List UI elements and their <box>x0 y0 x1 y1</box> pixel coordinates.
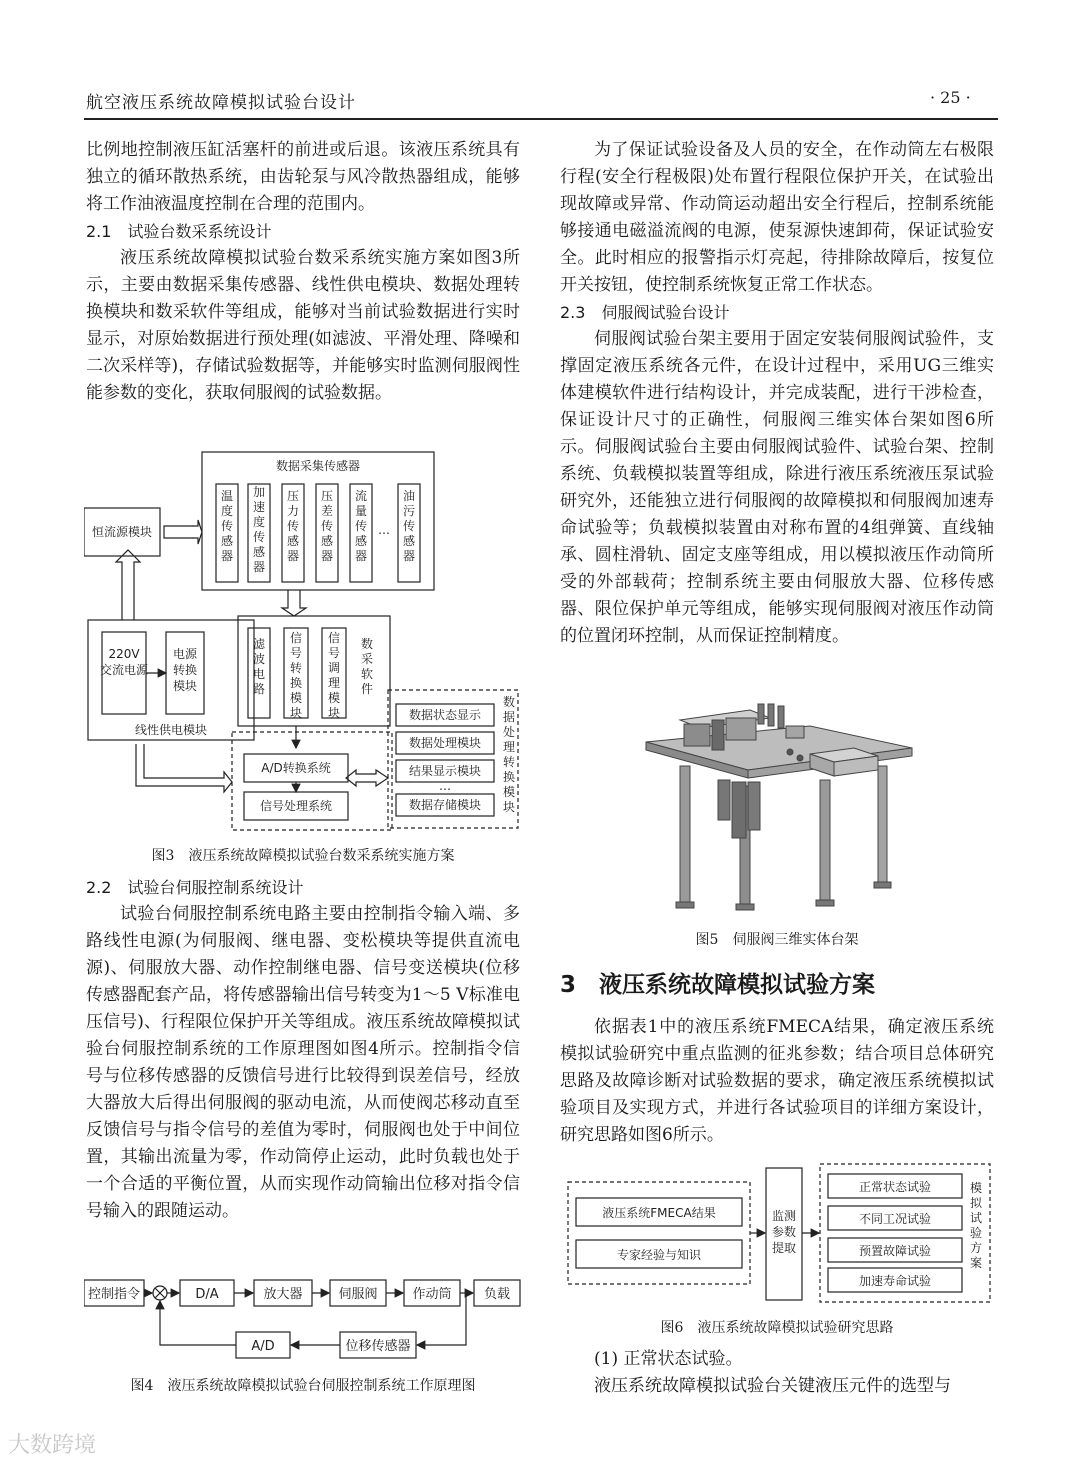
fig6-test-1: 不同工况试验 <box>858 1212 932 1226</box>
paragraph: 依据表1中的液压系统FMECA结果，确定液压系统模拟试验研究中重点监测的征兆参数；结合项目总体研究思路及故障诊断对试验数据的要求，确定液压系统模拟试验项目及实现方式，并进行各试验项目的详细方案设计，研究思路如图6所示。 <box>560 1017 994 1145</box>
figure-5-caption: 图5 伺服阀三维实体台架 <box>695 932 859 948</box>
fig4-actuator: 作动筒 <box>412 1287 452 1302</box>
fig3-sensor-diffpressure: 压差传感器 <box>320 489 334 563</box>
fig3-sensor-temp: 温度传感器 <box>220 489 234 563</box>
figure-4-diagram <box>84 1272 524 1368</box>
fig6-monitor: 监测参数提取 <box>771 1209 797 1255</box>
section-heading-2-1: 2.1 试验台数采系统设计 <box>86 222 272 241</box>
fig3-daq-software: 数采软件 <box>360 637 374 696</box>
figure-5-test-bench-image <box>640 696 916 916</box>
fig3-ad: A/D转换系统 <box>261 761 331 775</box>
fig3-signal-processing: 信号处理系统 <box>259 799 333 813</box>
left-column-lower <box>86 874 520 1225</box>
fig3-power-convert: 电源转换模块 <box>172 647 198 693</box>
fig3-sensor-pressure: 压力传感器 <box>286 489 300 563</box>
fig6-test-3: 加速寿命试验 <box>858 1274 932 1288</box>
list-item: (1) 正常状态试验。 <box>594 1349 743 1369</box>
fig4-da: D/A <box>195 1287 219 1302</box>
fig3-module-0: 数据状态显示 <box>408 708 482 722</box>
fig6-scheme: 模拟试验方案 <box>969 1181 983 1270</box>
fig3-linear-power: 线性供电模块 <box>134 723 208 737</box>
right-column-lower <box>560 1014 994 1149</box>
fig6-fmeca: 液压系统FMECA结果 <box>602 1206 716 1220</box>
right-column <box>560 137 994 650</box>
fig4-load: 负载 <box>483 1287 511 1302</box>
left-column <box>86 137 520 407</box>
fig3-sensor-ellipsis: … <box>378 523 390 537</box>
paragraph: 液压系统故障模拟试验台关键液压元件的选型与 <box>594 1376 951 1396</box>
section-heading-3: 3 液压系统故障模拟试验方案 <box>560 972 876 998</box>
figure-3-caption: 图3 液压系统故障模拟试验台数采系统实施方案 <box>151 848 455 864</box>
fig3-filter: 滤波电路 <box>252 637 266 696</box>
paragraph: 比例地控制液压缸活塞杆的前进或后退。该液压系统具有独立的循环散热系统，由齿轮泵与风冷散热器组成，能够将工作油液温度控制在合理的范围内。 <box>86 140 520 214</box>
fig6-test-0: 正常状态试验 <box>858 1180 932 1194</box>
fig3-signal-condition: 信号调理模块 <box>327 631 341 720</box>
fig6-test-2: 预置故障试验 <box>858 1244 932 1258</box>
section-heading-2-3: 2.3 伺服阀试验台设计 <box>560 303 730 322</box>
paragraph: 为了保证试验设备及人员的安全，在作动筒左右极限行程(安全行程极限)处布置行程限位保护开关，在试验出现故障或异常、作动筒运动超出安全行程后，控制系统能够接通电磁溢流阀的电源，使泵源快速卸荷，保证试验安全。此时相应的报警指示灯亮起，待排除故障后，按复位开关按钮，使控制系统恢复正常工作状态。 <box>560 140 994 295</box>
fig4-command: 控制指令 <box>87 1287 141 1302</box>
figure-3-diagram <box>84 448 524 838</box>
fig3-ac220: 220V 交流电源 <box>99 647 149 677</box>
fig3-module-2: 结果显示模块 <box>408 764 482 778</box>
figure-6-diagram <box>566 1162 994 1306</box>
figure-4-caption: 图4 液压系统故障模拟试验台伺服控制系统工作原理图 <box>130 1378 476 1394</box>
fig3-signal-convert: 信号转换模块 <box>289 631 303 720</box>
watermark: 大数跨境 <box>8 1433 97 1458</box>
journal-title: 航空液压系统故障模拟试验台设计 <box>86 93 356 113</box>
fig3-sensor-oil: 油污传感器 <box>402 489 416 563</box>
paragraph: 试验台伺服控制系统电路主要由控制指令输入端、多路线性电源(为伺服阀、继电器、变松模块等提供直流电源)、伺服放大器、动作控制继电器、信号变送模块(位移传感器配套产品，将传感器输出信号转变为1～5 V标准电压信号)、行程限位保护开关等组成。液压系统故障模拟试验台伺服控制系统的工作原理图如图4所示。控制指令信号与位移传感器的反馈信号进行比较得到误差信号，经放大器放大后得出伺服阀的驱动电流，从而使阀芯移动直至反馈信号与指令信号的差值为零时，伺服阀也处于中间位置，其输出流量为零，作动筒停止运动，此时负载也处于一个合适的平衡位置，从而实现作动筒输出位移对指令信号输入的跟随运动。 <box>86 904 520 1221</box>
paragraph: 伺服阀试验台架主要用于固定安装伺服阀试验件，支撑固定液压系统各元件，在设计过程中，采用UG三维实体建模软件进行结构设计，并完成装配，进行干涉检查，保证设计尺寸的正确性，伺服阀三维实体台架如图6所示。伺服阀试验台主要由伺服阀试验件、试验台架、控制系统、负载模拟装置等组成，除进行液压系统液压泵试验研究外，还能独立进行伺服阀的故障模拟和伺服阀加速寿命试验等；负载模拟装置由对称布置的4组弹簧、直线轴承、圆柱滑轨、固定支座等组成，用以模拟液压作动筒所受的外部载荷；控制系统主要由伺服放大器、位移传感器、限位保护单元等组成，能够实现伺服阀对液压作动筒的位置闭环控制，从而保证控制精度。 <box>560 329 994 646</box>
fig4-servo-valve: 伺服阀 <box>338 1287 378 1302</box>
fig3-module-1: 数据处理模块 <box>408 736 482 750</box>
fig6-expert: 专家经验与知识 <box>616 1248 702 1262</box>
right-column-end <box>560 1346 994 1400</box>
fig3-module-3: … <box>439 779 451 793</box>
page-number: · 25 · <box>930 88 971 107</box>
paragraph: 液压系统故障模拟试验台数采系统实施方案如图3所示，主要由数据采集传感器、线性供电模块、数据处理转换模块和数采软件等组成，能够对当前试验数据进行实时显示，对原始数据进行预处理(如滤波、平滑处理、降噪和二次采样等)，存储试验数据等，并能够实时监测伺服阀性能参数的变化，获取伺服阀的试验数据。 <box>86 248 520 403</box>
fig3-sensor-flow: 流量传感器 <box>354 489 368 563</box>
header-rule <box>84 118 998 120</box>
fig3-dp-module: 数据处理转换模块 <box>502 695 516 814</box>
figure-6-caption: 图6 液压系统故障模拟试验研究思路 <box>660 1320 894 1336</box>
fig4-amplifier: 放大器 <box>263 1287 303 1302</box>
fig3-sensor-accel: 加速度传感器 <box>252 485 266 574</box>
section-heading-2-2: 2.2 试验台伺服控制系统设计 <box>86 878 304 897</box>
fig3-sensor-group-label: 数据采集传感器 <box>275 459 361 473</box>
fig4-displacement-sensor: 位移传感器 <box>345 1339 411 1354</box>
fig4-ad: A/D <box>251 1339 275 1354</box>
fig3-module-4: 数据存储模块 <box>408 798 482 812</box>
fig3-constant-current: 恒流源模块 <box>91 525 153 539</box>
